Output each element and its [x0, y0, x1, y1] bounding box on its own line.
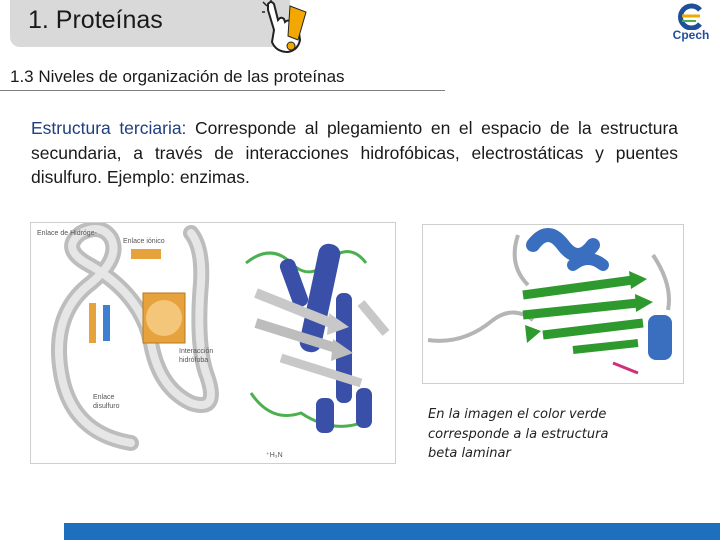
label-hydrogen-bond: Enlace de Hidróge- [37, 230, 97, 237]
page-title: 1. Proteínas [28, 6, 163, 34]
subtitle-divider [0, 90, 445, 91]
label-ionic-bond: Enlace iónico [123, 238, 165, 245]
ribbon-diagram [423, 225, 683, 383]
cpech-logo [666, 2, 716, 44]
label-disulfide-1: Enlace [93, 394, 115, 401]
label-hydrophobic-1: Interacción [179, 348, 214, 355]
term-label: Estructura terciaria: [31, 118, 187, 138]
definition-paragraph [31, 116, 678, 190]
pointing-hand-icon [262, 0, 314, 58]
label-hydrophobic-2: hidrófoba [179, 357, 209, 364]
section-subtitle: 1.3 Niveles de organización de las proteínas [10, 67, 345, 86]
interactions-illustration [31, 223, 395, 463]
logo-mark-icon [666, 2, 716, 30]
ribbon-model [246, 242, 386, 459]
tertiary-structure-figure [30, 222, 396, 464]
footer-bar [64, 523, 720, 540]
label-n-terminal: ⁺H₃N [266, 452, 283, 459]
logo-text: Cpech [672, 28, 710, 42]
beta-sheet-figure [422, 224, 684, 384]
figure-caption: En la imagen el color verde corresponde a la estructura beta laminar [428, 407, 609, 461]
label-disulfide-2: disulfuro [93, 403, 120, 410]
definition-text: Corresponde al plegamiento en el espacio de la estructura secundaria, a través de interacciones hidrofóbicas, electrostáticas y puentes disulfuro. Ejemplo: enzimas. [31, 118, 679, 187]
